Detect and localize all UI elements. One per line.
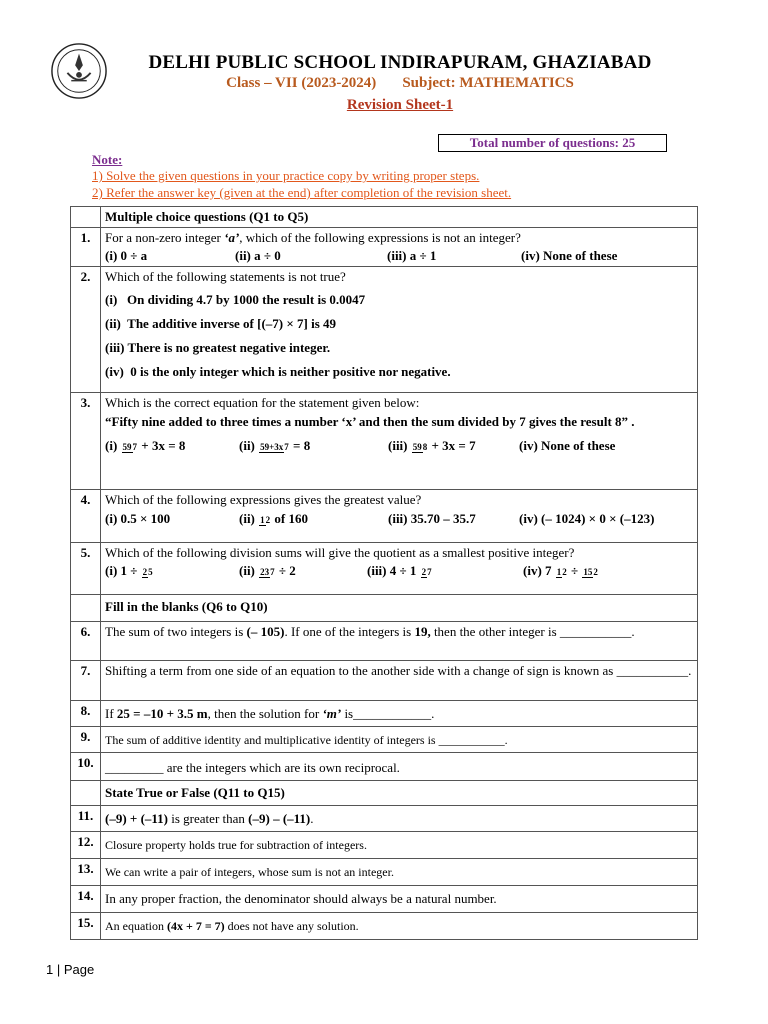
- q1-option-3: (iii) a ÷ 1: [387, 248, 437, 263]
- q3-option-2-fraction: 59+3x7: [260, 441, 289, 452]
- q5-option-4-divide: ÷: [571, 563, 579, 578]
- question-row-8: [71, 701, 698, 727]
- subject-label: Subject: MATHEMATICS: [402, 75, 574, 91]
- q5-option-4-fraction-2: 152: [583, 566, 598, 577]
- q4-text: Which of the following expressions gives the greatest value?: [105, 492, 422, 507]
- question-row-2: [71, 267, 698, 393]
- question-1: [101, 228, 698, 267]
- question-number: 12.: [71, 832, 101, 859]
- q5-option-4-label: (iv) 7: [523, 563, 552, 578]
- q1-text-end: , which of the following expressions is not an integer?: [239, 230, 521, 245]
- q5-option-2-label: (ii): [239, 563, 255, 578]
- q1-text: For a non-zero integer: [105, 230, 225, 245]
- q5-option-4-fraction-1: 12: [556, 566, 567, 577]
- q5-option-1-label: (i) 1 ÷: [105, 563, 138, 578]
- question-15: An equation (4x + 7 = 7) does not have any solution.: [101, 913, 698, 940]
- q4-option-4: (iv) (– 1024) × 0 × (–123): [519, 511, 655, 526]
- question-number: 13.: [71, 859, 101, 886]
- question-row-12: [71, 832, 698, 859]
- note-title: Note:: [92, 152, 123, 167]
- q3-option-1-label: (i): [105, 438, 118, 453]
- school-name: DELHI PUBLIC SCHOOL INDIRAPURAM, GHAZIABAD: [148, 52, 652, 73]
- question-number: 15.: [71, 913, 101, 940]
- question-12: Closure property holds true for subtraction of integers.: [101, 832, 698, 859]
- question-6: The sum of two integers is (– 105). If one of the integers is 19, then the other integer is ___________.: [101, 622, 698, 661]
- question-number: 14.: [71, 886, 101, 913]
- q4-option-1: (i) 0.5 × 100: [105, 511, 171, 526]
- question-row-7: [71, 661, 698, 701]
- question-row-9: [71, 727, 698, 753]
- q5-option-3-fraction: 27: [421, 566, 432, 577]
- q3-option-3-label: (iii): [388, 438, 408, 453]
- q2-option-2: (ii) The additive inverse of [(–7) × 7] is 49: [105, 316, 337, 331]
- note-line-2: 2) Refer the answer key (given at the end) after completion of the revision sheet.: [92, 185, 512, 200]
- question-number: 9.: [71, 727, 101, 753]
- section-title-fill: Fill in the blanks (Q6 to Q10): [101, 595, 698, 622]
- q3-quote: “Fifty nine added to three times a number ‘x’ and then the sum divided by 7 gives the result 8” .: [105, 414, 635, 429]
- question-row-6: [71, 622, 698, 661]
- question-row-10: [71, 753, 698, 781]
- q1-option-2: (ii) a ÷ 0: [235, 248, 281, 263]
- section-row-fill: [71, 595, 698, 622]
- note-line-1: 1) Solve the given questions in your practice copy by writing proper steps.: [92, 168, 480, 183]
- question-table: [70, 206, 698, 940]
- question-5: [101, 543, 698, 595]
- sheet-title: Revision Sheet-1: [346, 97, 454, 113]
- question-row-3: [71, 393, 698, 490]
- question-7: Shifting a term from one side of an equation to the another side with a change of sign is known as ___________.: [101, 661, 698, 701]
- question-14: In any proper fraction, the denominator should always be a natural number.: [101, 886, 698, 913]
- section-title-tf: State True or False (Q11 to Q15): [101, 781, 698, 806]
- q2-option-3: (iii) There is no greatest negative integer.: [105, 340, 331, 355]
- question-number: 8.: [71, 701, 101, 727]
- q3-option-1-rest: + 3x = 8: [141, 438, 186, 453]
- question-10: _________ are the integers which are its own reciprocal.: [101, 753, 698, 781]
- q3-option-3-fraction: 598: [412, 441, 428, 452]
- q4-option-3: (iii) 35.70 – 35.7: [388, 511, 476, 526]
- q5-option-1-fraction: 25: [142, 566, 153, 577]
- q3-text: Which is the correct equation for the statement given below:: [105, 395, 420, 410]
- q3-option-1-fraction: 597: [122, 441, 138, 452]
- question-number: 2.: [71, 267, 101, 393]
- question-row-15: [71, 913, 698, 940]
- q3-option-3-rest: + 3x = 7: [431, 438, 476, 453]
- section-row-mcq: [71, 207, 698, 228]
- question-row-1: [71, 228, 698, 267]
- question-number: 3.: [71, 393, 101, 490]
- question-9: The sum of additive identity and multiplicative identity of integers is ___________.: [101, 727, 698, 753]
- question-number: 11.: [71, 806, 101, 832]
- question-4: [101, 490, 698, 543]
- question-row-11: [71, 806, 698, 832]
- question-3: [101, 393, 698, 490]
- question-number: 1.: [71, 228, 101, 267]
- q5-option-2-rest: ÷ 2: [278, 563, 296, 578]
- class-subject-line: [80, 75, 720, 92]
- question-number: 6.: [71, 622, 101, 661]
- q4-option-2-rest: of 160: [274, 511, 308, 526]
- q2-option-4: (iv) 0 is the only integer which is neither positive nor negative.: [105, 364, 451, 379]
- q4-option-2-fraction: 12: [260, 514, 271, 525]
- question-number: 5.: [71, 543, 101, 595]
- q1-option-4: (iv) None of these: [521, 248, 618, 263]
- class-label: Class – VII (2023-2024): [226, 75, 377, 91]
- question-2: [101, 267, 698, 393]
- question-row-5: [71, 543, 698, 595]
- question-number: 7.: [71, 661, 101, 701]
- page-number: 1 | Page: [46, 962, 95, 977]
- question-13: We can write a pair of integers, whose sum is not an integer.: [101, 859, 698, 886]
- q4-option-2-label: (ii): [239, 511, 255, 526]
- q3-option-4: (iv) None of these: [519, 438, 616, 453]
- section-title-mcq: Multiple choice questions (Q1 to Q5): [101, 207, 698, 228]
- q3-option-2-rest: = 8: [293, 438, 311, 453]
- q5-option-3-label: (iii) 4 ÷ 1: [367, 563, 417, 578]
- question-number: 4.: [71, 490, 101, 543]
- q1-option-1: (i) 0 ÷ a: [105, 248, 148, 263]
- q5-text: Which of the following division sums will give the quotient as a smallest positive integer?: [105, 545, 575, 560]
- question-row-13: [71, 859, 698, 886]
- q3-option-2-label: (ii): [239, 438, 255, 453]
- q2-text: Which of the following statements is not true?: [105, 269, 346, 284]
- question-11: (–9) + (–11) is greater than (–9) – (–11).: [101, 806, 698, 832]
- question-row-14: [71, 886, 698, 913]
- question-number: 10.: [71, 753, 101, 781]
- q1-variable: ‘a’: [224, 230, 240, 245]
- q2-option-1: (i) On dividing 4.7 by 1000 the result is 0.0047: [105, 292, 366, 307]
- question-row-4: [71, 490, 698, 543]
- q5-option-2-fraction: 237: [260, 566, 275, 577]
- section-row-tf: [71, 781, 698, 806]
- total-questions-box: Total number of questions: 25: [438, 134, 667, 152]
- question-8: If 25 = –10 + 3.5 m, then the solution for ‘m’ is____________.: [101, 701, 698, 727]
